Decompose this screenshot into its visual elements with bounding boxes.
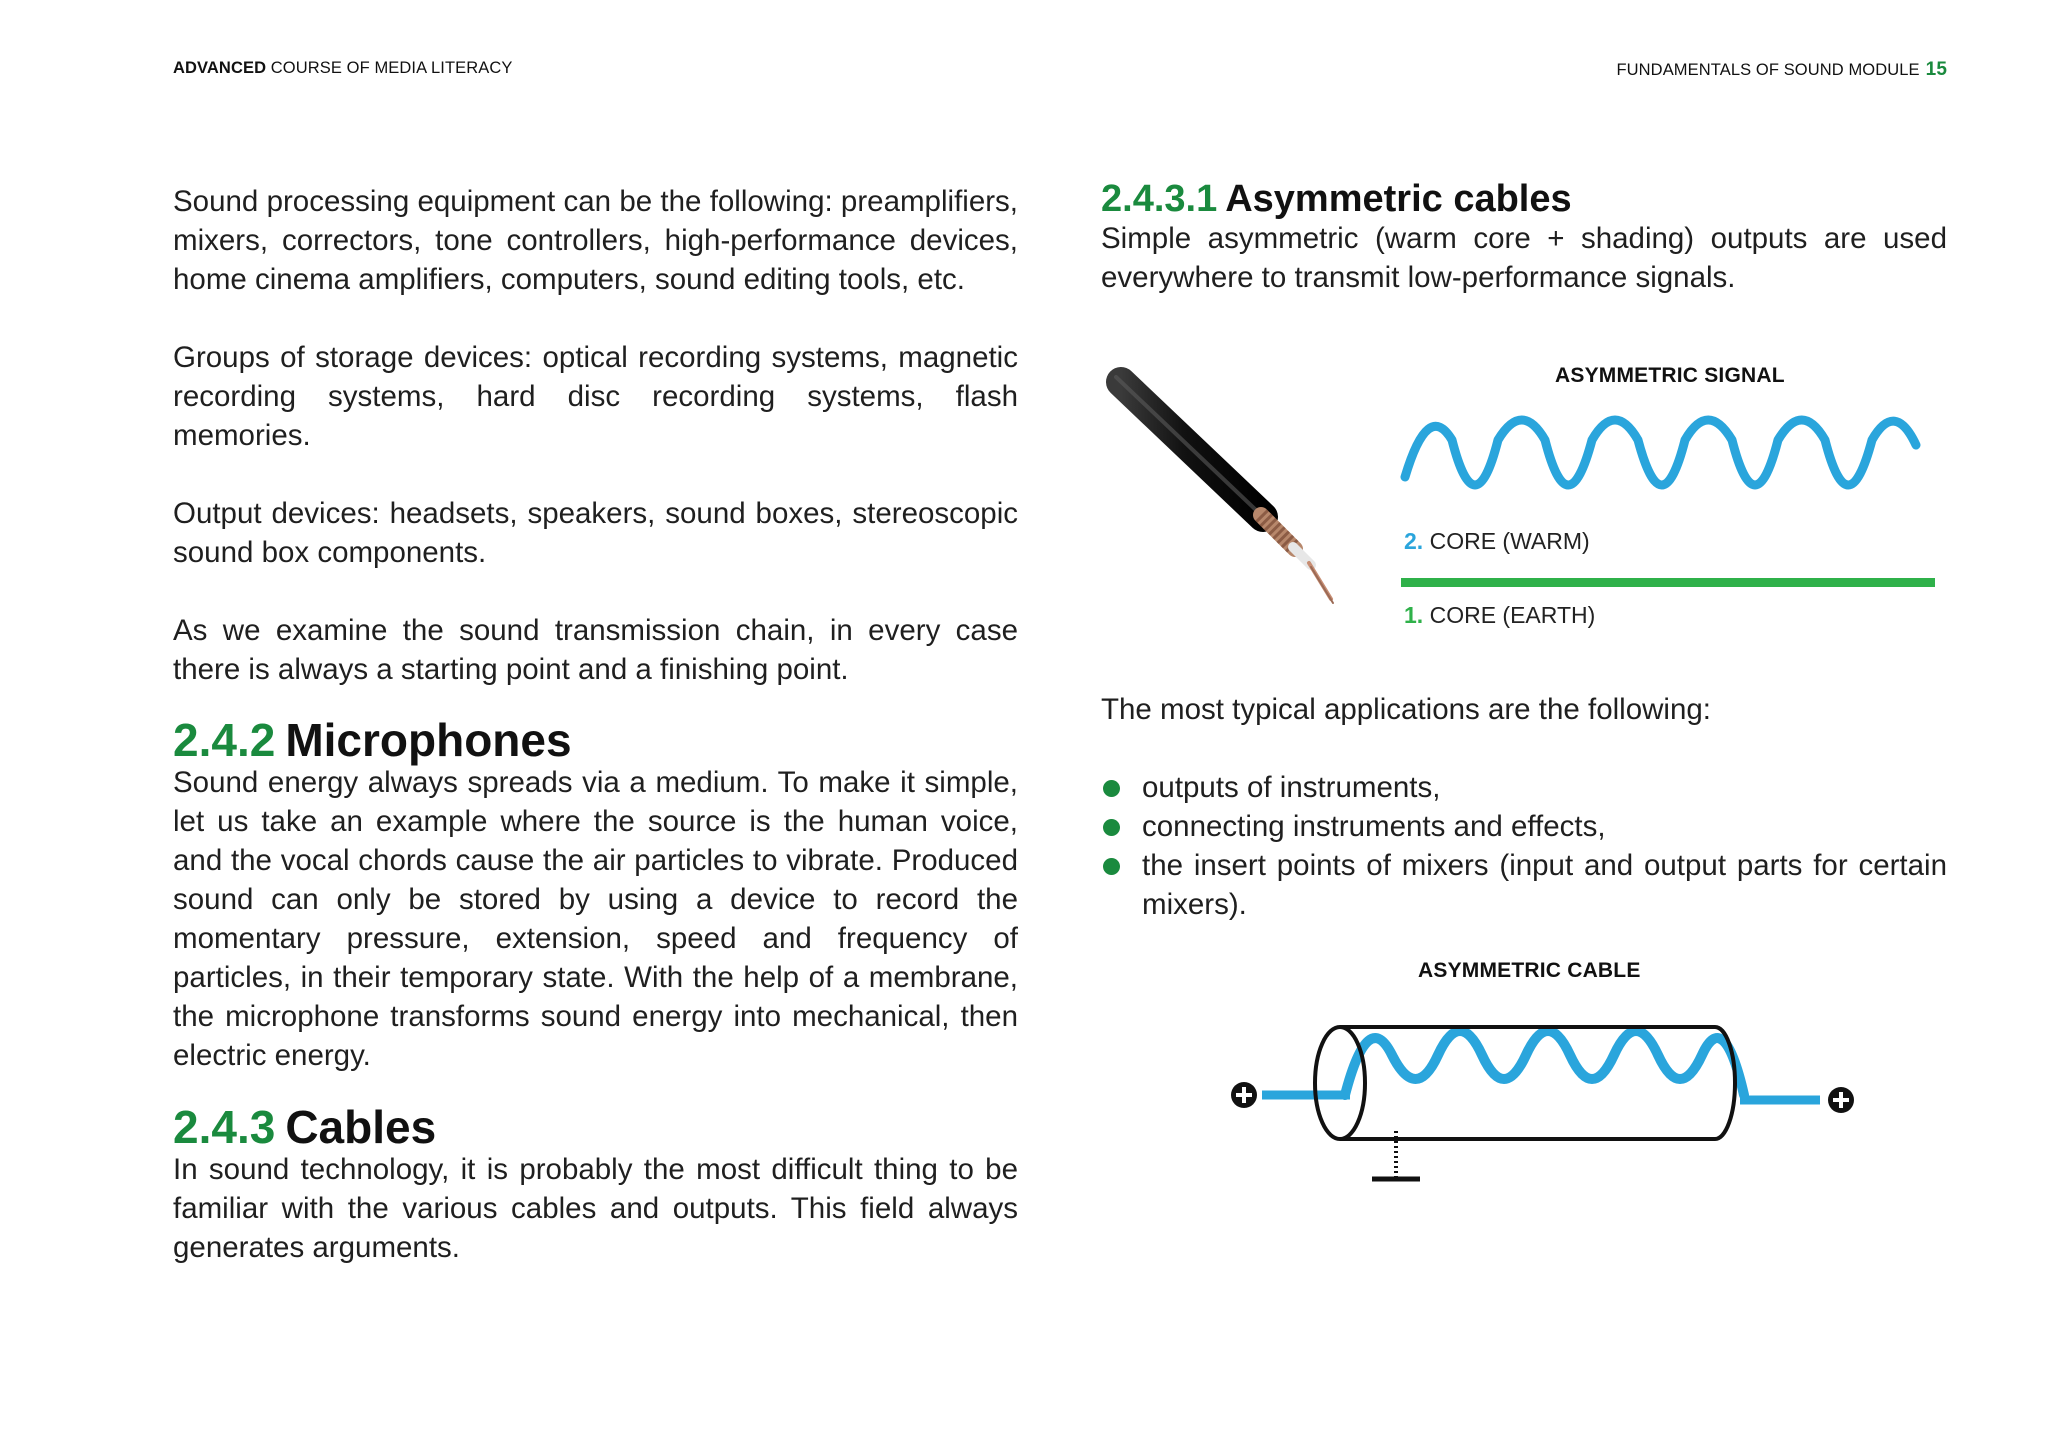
earth-line [1401,578,1935,587]
list-item-text: connecting instruments and effects, [1142,810,1606,843]
plus-icon-right [1828,1087,1854,1113]
figure-title: ASYMMETRIC CABLE [1418,959,1641,982]
heading-cables [173,1101,1018,1153]
heading-number: 2.4.3.1 [1101,178,1218,220]
right-column [1101,176,1947,297]
core-warm-text: CORE (WARM) [1423,528,1590,554]
list-item [1101,846,1947,924]
core-earth-text: CORE (EARTH) [1423,602,1596,628]
page-number: 15 [1925,59,1947,80]
heading-title: Asymmetric cables [1225,178,1572,220]
cylinder-end [1315,1027,1365,1139]
bullet-icon [1103,858,1120,875]
sine-wave [1400,405,1960,525]
header-bold: ADVANCED [173,59,267,77]
paragraph-output: Output devices: headsets, speakers, sound boxes, stereoscopic sound box components. [173,497,1018,569]
heading-microphones [173,714,1018,766]
bullet-icon [1103,780,1120,797]
plus-icon-left [1231,1082,1257,1108]
cable-photo [1101,345,1361,625]
list-item [1101,768,1947,807]
applications-list [1101,768,1947,924]
paragraph-chain: As we examine the sound transmission chain, in every case there is always a starting point and a finishing point. [173,614,1018,686]
paragraph-processing: Sound processing equipment can be the following: preamplifiers, mixers, correctors, tone controllers, high-performance devices, home cinema amplifiers, computers, sound editing tools, etc. [173,185,1018,296]
list-item-text: the insert points of mixers (input and output parts for certain mixers). [1142,849,1947,921]
core-warm-label [1404,528,1590,555]
asymmetric-signal-figure [1101,345,1947,645]
header-rest: COURSE OF MEDIA LITERACY [266,59,513,77]
core-warm-number: 2. [1404,528,1424,554]
left-column [173,182,1018,1267]
running-header-left [173,59,512,78]
heading-title: Cables [285,1101,437,1153]
core-earth-label [1404,602,1595,629]
paragraph-cables: In sound technology, it is probably the most difficult thing to be familiar with the various cables and outputs. This field always generates arguments. [173,1153,1018,1264]
figure-title: ASYMMETRIC SIGNAL [1555,364,1785,387]
signal-wave [1405,420,1916,485]
signal-wave [1345,1031,1744,1095]
core-earth-number: 1. [1404,602,1424,628]
paragraph-microphones: Sound energy always spreads via a medium. To make it simple, let us take an example where the source is the human voice, and the vocal chords cause the air particles to vibrate. Produced sound can only be stored by using a device to record the momentary pressure, extension, speed and frequency of particles, in their temporary state. With the help of a membrane, the microphone transforms sound energy into mechanical, then electric energy. [173,766,1018,1072]
bullet-icon [1103,819,1120,836]
paragraph-storage: Groups of storage devices: optical recording systems, magnetic recording systems, hard disc recording systems, flash memories. [173,341,1018,452]
header-module: FUNDAMENTALS OF SOUND MODULE [1616,61,1920,79]
heading-asymmetric-cables [1101,176,1947,222]
list-item-text: outputs of instruments, [1142,771,1441,804]
cable-diagram [1220,955,1860,1195]
applications-block [1101,690,1947,924]
asymmetric-cable-figure [1220,955,1860,1205]
heading-title: Microphones [285,714,572,766]
paragraph-applications-intro: The most typical applications are the following: [1101,693,1711,726]
heading-number: 2.4.3 [173,1101,276,1153]
list-item [1101,807,1947,846]
paragraph-asymmetric: Simple asymmetric (warm core + shading) outputs are used everywhere to transmit low-performance signals. [1101,222,1947,294]
heading-number: 2.4.2 [173,714,276,766]
running-header-right [1616,59,1947,81]
